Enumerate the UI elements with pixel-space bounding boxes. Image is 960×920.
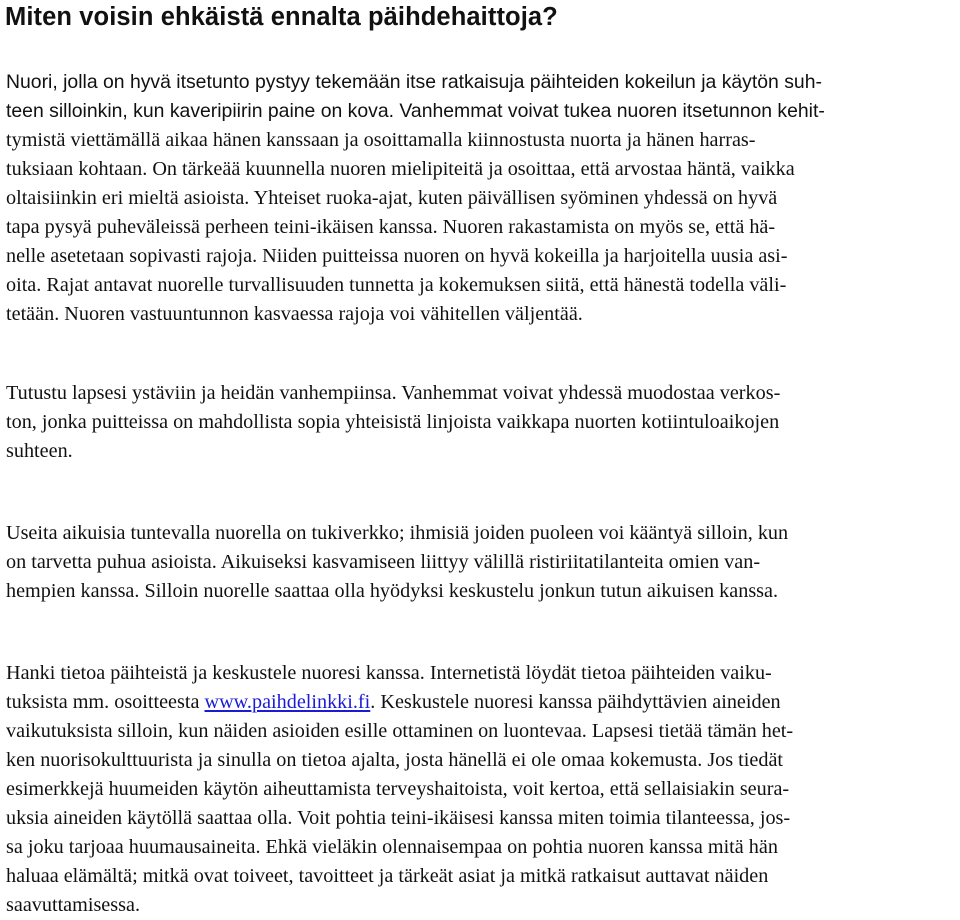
text-line: tuksiaan kohtaan. On tärkeää kuunnella nuoren mielipiteitä ja osoittaa, että arvostaa häntä, vaikka (6, 158, 795, 180)
paihdelinkki-link[interactable]: www.paihdelinkki.fi (204, 691, 371, 713)
text-line: tapa pysyä puheväleissä perheen teini-ikäisen kanssa. Nuoren rakastamista on myös se, että hä- (6, 216, 776, 238)
text-line-with-link (6, 688, 793, 717)
text-line: Useita aikuisia tuntevalla nuorella on tukiverkko; ihmisiä joiden puoleen voi kääntyä silloin, kun (6, 522, 789, 544)
text-line: saavuttamisessa. (6, 894, 140, 916)
paragraph-friends-parents (6, 379, 780, 466)
text-line: Tutustu lapsesi ystäviin ja heidän vanhempiinsa. Vanhemmat voivat yhdessä muodostaa verkos- (6, 382, 781, 404)
paragraph-information (6, 659, 793, 920)
text-line: Nuori, jolla on hyvä itsetunto pystyy tekemään itse ratkaisuja päihteiden kokeilun ja käytön suh- (6, 71, 822, 93)
paragraph-self-esteem (6, 68, 825, 329)
text-line: ken nuorisokulttuurista ja sinulla on tietoa ajalta, josta hänellä ei ole omaa kokemusta. Jos tiedät (6, 749, 784, 771)
text-line: tetään. Nuoren vastuuntunnon kasvaessa rajoja voi vähitellen väljentää. (6, 303, 583, 325)
text-line: uksia aineiden käytöllä saattaa olla. Voit pohtia teini-ikäisesi kanssa miten toimia tilanteessa, jos- (6, 807, 791, 829)
page-title: Miten voisin ehkäistä ennalta päihdehaittoja? (5, 3, 558, 31)
text-line: oita. Rajat antavat nuorelle turvallisuuden tunnetta ja kokemuksen siitä, että hänestä todella väli- (6, 274, 787, 296)
text-line: nelle asetetaan sopivasti rajoja. Niiden puitteissa nuoren on hyvä kokeilla ja harjoitella uusia asi- (6, 245, 788, 267)
text-line: Hanki tietoa päihteistä ja keskustele nuoresi kanssa. Internetistä löydät tietoa päihteiden vaiku- (6, 662, 772, 684)
text-line: teen silloinkin, kun kaveripiirin paine on kova. Vanhemmat voivat tukea nuoren itsetunnon kehit- (6, 100, 825, 122)
text-line: oltaisiinkin eri mieltä asioista. Yhteiset ruoka-ajat, kuten päivällisen syöminen yhdessä on hyvä (6, 187, 778, 209)
text-fragment: . Keskustele nuoresi kanssa päihdyttävien aineiden (370, 691, 781, 713)
text-fragment: tuksista mm. osoitteesta (6, 691, 205, 713)
text-line: vaikutuksista silloin, kun näiden asioiden esille ottaminen on luontevaa. Lapsesi tietää tämän het- (6, 720, 794, 742)
text-line: on tarvetta puhua asioista. Aikuiseksi kasvamiseen liittyy välillä ristiriitatilanteita omien van- (6, 551, 761, 573)
text-line: haluaa elämältä; mitkä ovat toiveet, tavoitteet ja tärkeät asiat ja mitkä ratkaisut auttavat näiden (6, 865, 769, 887)
text-line: ton, jonka puitteissa on mahdollista sopia yhteisistä linjoista vaikkapa nuorten kotiintuloaikojen (6, 411, 780, 433)
text-line: suhteen. (6, 440, 73, 462)
text-line: hempien kanssa. Silloin nuorelle saattaa olla hyödyksi keskustelu jonkun tutun aikuisen kanssa. (6, 580, 779, 602)
paragraph-support-network (6, 519, 788, 606)
text-line: esimerkkejä huumeiden käytön aiheuttamista terveyshaitoista, voit kertoa, että sellaisiakin seura- (6, 778, 790, 800)
text-line: tymistä viettämällä aikaa hänen kanssaan ja osoittamalla kiinnostusta nuorta ja hänen harras- (6, 129, 756, 151)
text-line: sa joku tarjoaa huumausaineita. Ehkä vieläkin olennaisempaa on pohtia nuoren kanssa mitä hän (6, 836, 778, 858)
